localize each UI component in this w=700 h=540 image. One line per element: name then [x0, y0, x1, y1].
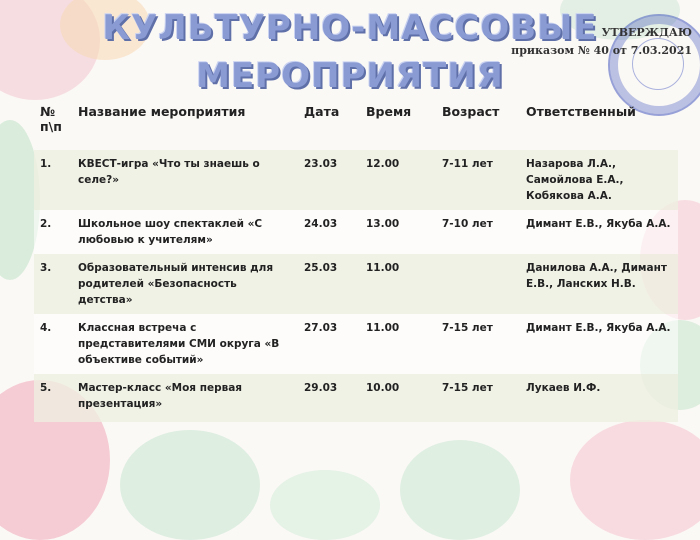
table-row — [34, 314, 678, 374]
approval-line-1: УТВЕРЖДАЮ — [601, 26, 692, 39]
cell-time: 11.00 — [360, 254, 436, 314]
cell-responsible: Назарова Л.А., Самойлова Е.А., Кобякова А.А. — [520, 150, 678, 210]
cell-number: 2. — [34, 210, 72, 254]
table-header-row — [34, 96, 678, 150]
header-age: Возраст — [442, 104, 500, 119]
cell-number: 1. — [34, 150, 72, 210]
cell-age: 7-15 лет — [436, 314, 520, 374]
cell-responsible: Димант Е.В., Якуба А.А. — [520, 314, 678, 374]
approval-line-2: приказом № 40 от 7.03.2021 — [511, 44, 692, 57]
cell-number: 5. — [34, 374, 72, 422]
cell-responsible: Димант Е.В., Якуба А.А. — [520, 210, 678, 254]
cell-number: 4. — [34, 314, 72, 374]
page-title-line-2: МЕРОПРИЯТИЯ — [196, 56, 504, 96]
cell-age: 7-15 лет — [436, 374, 520, 422]
table-row — [34, 150, 678, 210]
cell-event-name: Классная встреча с представителями СМИ округа «В объективе событий» — [72, 314, 298, 374]
header-number: № п\п — [40, 104, 62, 134]
cell-date: 24.03 — [298, 210, 360, 254]
cell-event-name: Мастер-класс «Моя первая презентация» — [72, 374, 298, 422]
cell-time: 13.00 — [360, 210, 436, 254]
cell-time: 10.00 — [360, 374, 436, 422]
cell-time: 12.00 — [360, 150, 436, 210]
cell-time: 11.00 — [360, 314, 436, 374]
cell-event-name: Образовательный интенсив для родителей «Безопасность детства» — [72, 254, 298, 314]
cell-date: 25.03 — [298, 254, 360, 314]
approval-note — [511, 24, 692, 60]
cell-number: 3. — [34, 254, 72, 314]
cell-date: 27.03 — [298, 314, 360, 374]
cell-date: 29.03 — [298, 374, 360, 422]
cell-event-name: Школьное шоу спектаклей «С любовью к учителям» — [72, 210, 298, 254]
header-date: Дата — [304, 104, 340, 119]
cell-responsible: Данилова А.А., Димант Е.В., Ланских Н.В. — [520, 254, 678, 314]
header-time: Время — [366, 104, 412, 119]
cell-event-name: КВЕСТ-игра «Что ты знаешь о селе?» — [72, 150, 298, 210]
events-table — [34, 96, 678, 422]
cell-age: 7-11 лет — [436, 150, 520, 210]
cell-responsible: Лукаев И.Ф. — [520, 374, 678, 422]
page-title-line-1: КУЛЬТУРНО-МАССОВЫЕ — [102, 8, 598, 48]
table-row — [34, 374, 678, 422]
table-row — [34, 254, 678, 314]
cell-age: 7-10 лет — [436, 210, 520, 254]
cell-age — [436, 254, 520, 314]
header-responsible: Ответственный — [526, 104, 636, 119]
table-row — [34, 210, 678, 254]
header-event-name: Название мероприятия — [78, 104, 246, 119]
cell-date: 23.03 — [298, 150, 360, 210]
